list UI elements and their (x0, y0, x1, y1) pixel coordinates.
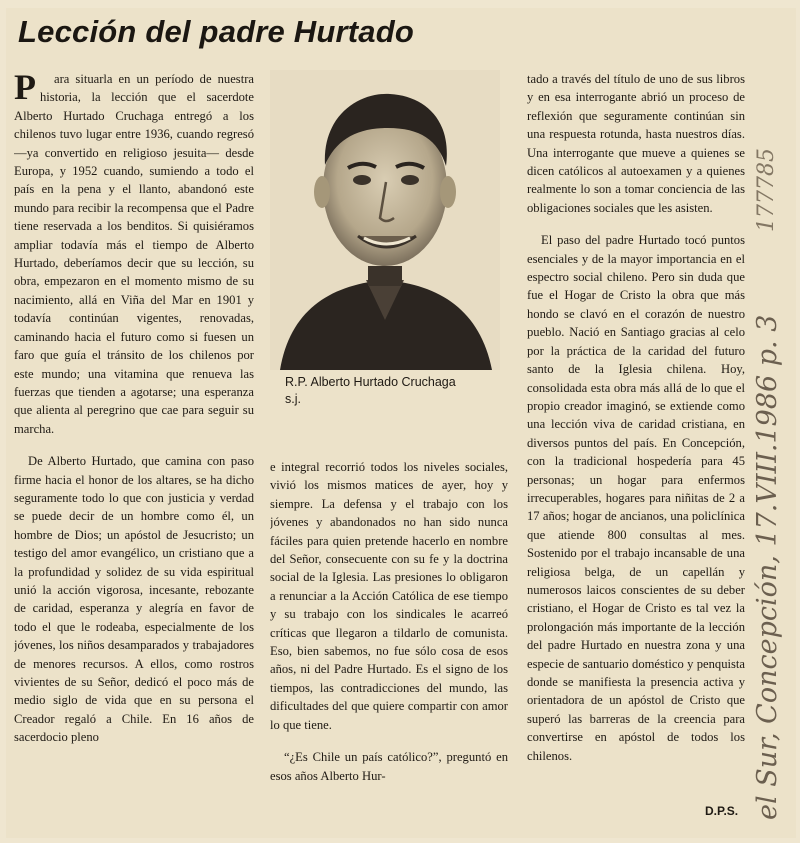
paragraph: Para situarla en un período de nuestra historia, la lección que el sacerdote Alberto Hurtado Cruchaga entregó a los chilenos tuvo lugar entre 1936, cuando regresó —ya convertido en religioso jesuita— desde Europa, y 1952 cuando, sumiendo a todo el país en la pena y el llanto, abandonó este mundo para recibir la recompensa que el Padre tiene reservada a los benditos. Si quisiéramos ampliar todavía más el tiempo de Alberto Hurtado, deberíamos decir que su lección, su obra, empezaron en el momento mismo de su nacimiento, allá en Viña del Mar en 1901 y todavía continúan vigentes, renovadas, caminando hacia el futuro como si fuesen un faro que guía el tránsito de los chilenos por este mundo; una vitamina que renueva las fuerzas que tienden a agotarse; una esperanza que alienta al peregrino que cae para seguir su marcha. (14, 70, 254, 436)
article-column-2 (270, 458, 508, 810)
paragraph: e integral recorrió todos los niveles sociales, vivió los mismos matices de ayer, hoy y siempre. La defensa y el trabajo con los jóvenes y abandonados no han sido nunca fáciles para quien pretende hacerlo en nombre del Señor, consecuente con su fe y la doctrina social de la Iglesia. Las presiones lo obligaron a renunciar a la Acción Católica de ese tiempo y su trabajo con los sindicales le acarreó críticas que llegaron a tildarlo de comunista. Eso, bien sabemos, no fue sólo cosa de esos años, ni del Padre Hurtado. Es el signo de los tiempos, las contradicciones del mundo, las dificultades del que quiere compartir con amor lo que tiene. (270, 460, 508, 732)
handwritten-source-note: el Sur, Concepción, 17.VIII.1986 p. 3 (752, 314, 783, 820)
photo-caption (285, 374, 505, 408)
headline: Lección del padre Hurtado (18, 14, 415, 49)
portrait-photo (270, 70, 500, 370)
paragraph: El paso del padre Hurtado tocó puntos esenciales y de la mayor importancia en el espectro social chileno. Pero sin duda que fue el Hogar de Cristo la obra que más hondo se clavó en el corazón de nuestro pueblo. Nació en Santiago gracias al celo por la práctica de la caridad del futuro santo de la Iglesia chilena. Hoy, consolidada esta obra más allá de lo que el propio creador imaginó, se extiende como una lección viva de caridad cristiana, en diversos puntos del país. En Concepción, con la tradicional hospedería para 45 personas; un hogar para enfermos irrecuperables, hogares para niñitas de 2 a 17 años; hogar de ancianos, una policlínica que atiende 800 consultas al mes. Sostenido por el trabajo incansable de una religiosa belga, de un capellán y numerosos laicos conscientes de su deber cristiano, el Hogar de Cristo es tal vez la prolongación más importante de la lección del padre Hurtado en nuestra zona y una especie de santuario doméstico y penquista donde se manifiesta la presencia activa y orientadora de un apóstol de Cristo que superó las barreras de la creencia para convertirse en apóstol de todos los chilenos. (527, 233, 745, 763)
article-column-3 (527, 70, 745, 810)
handwritten-code: 177785 (754, 148, 779, 232)
paragraph: tado a través del título de uno de sus libros y en esa interrogante abrió un proceso de reflexión que seguramente continúan sin una respuesta rotunda, hasta nuestros días. Una interrogante que mueve a quienes se dicen católicos al autoexamen y a quienes realmente lo son a tomar conciencia de las obligaciones sociales que les asisten. (527, 72, 745, 215)
caption-name: R.P. Alberto Hurtado Cruchaga (285, 375, 456, 389)
author-initials: D.P.S. (705, 804, 739, 818)
paragraph: “¿Es Chile un país católico?”, preguntó en esos años Alberto Hur- (270, 750, 508, 783)
caption-suffix: s.j. (285, 392, 301, 406)
paragraph: De Alberto Hurtado, que camina con paso firme hacia el honor de los altares, se ha dicho seguramente todo lo que con justicia y verdad se puede decir de un hombre como él, un hombre de Dios; un apóstol de Jesucristo; un testigo del amor evangélico, un cristiano que a la profundidad y solidez de su vida espiritual unió la acción vigorosa, incesante, rebozante de caridad, esperanza y alegría en favor de todo el que le rodeaba, especialmente de los jóvenes, los niños desamparados y trabajadores de menores recursos. A ellos, como rostros vivientes de su Señor, dedicó el poco más de medio siglo de vida que en su persona el Creador regaló a Chile. En 16 años de sacerdocio pleno (14, 454, 254, 745)
article-column-1 (14, 70, 254, 810)
